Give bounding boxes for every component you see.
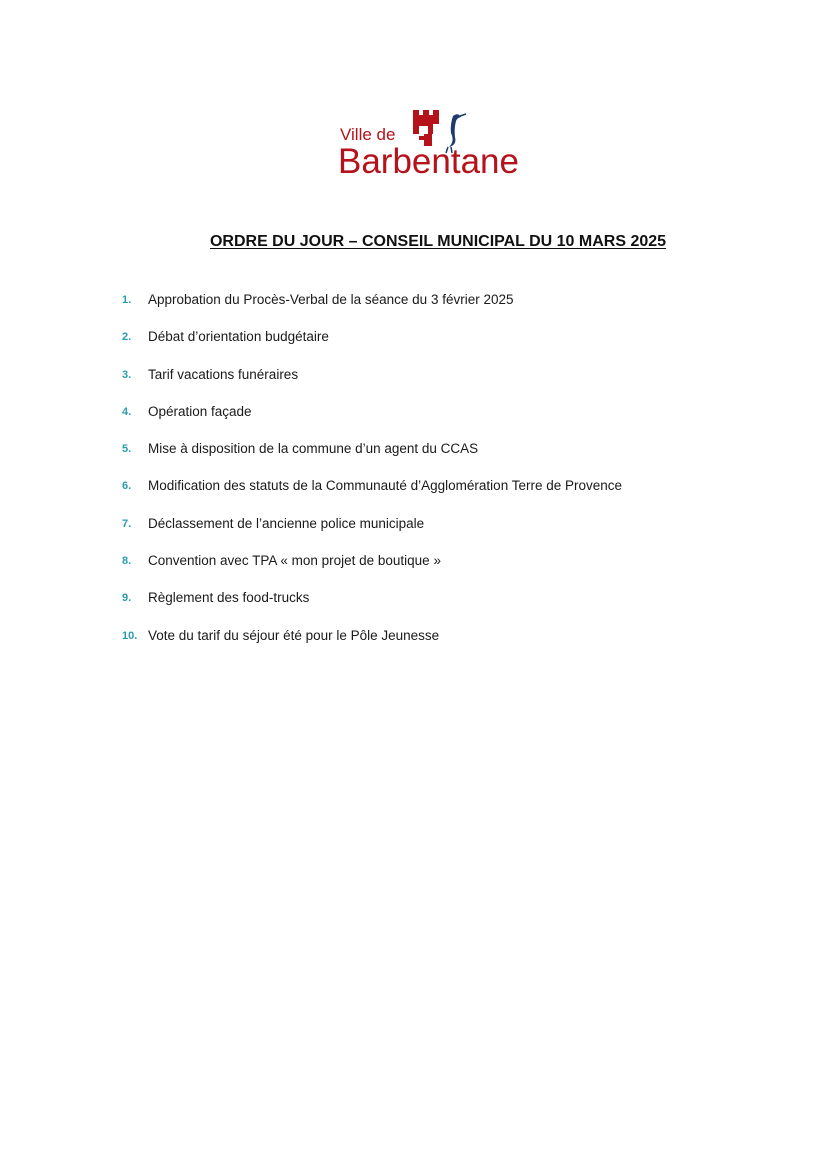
list-item (118, 439, 622, 476)
item-text: Débat d’orientation budgétaire (148, 329, 329, 345)
list-item (118, 365, 622, 402)
list-item (118, 551, 622, 588)
list-item (118, 327, 622, 364)
item-number: 2. (122, 331, 132, 344)
list-item (118, 626, 622, 663)
item-number: 6. (122, 480, 132, 493)
list-item (118, 588, 622, 625)
item-number: 7. (122, 517, 132, 530)
logo-prefix: Ville de (340, 125, 396, 144)
logo-name: Barbentane (338, 142, 519, 181)
item-text: Opération façade (148, 403, 252, 419)
item-number: 4. (122, 405, 132, 418)
list-item (118, 514, 622, 551)
page-title: ORDRE DU JOUR – CONSEIL MUNICIPAL DU 10 MARS 2025 (209, 233, 667, 250)
item-number: 1. (122, 294, 132, 306)
item-number: 8. (122, 555, 132, 568)
item-number: 9. (122, 592, 132, 605)
list-item (118, 290, 622, 327)
item-text: Mise à disposition de la commune d’un agent du CCAS (148, 441, 479, 457)
item-text: Convention avec TPA « mon projet de boutique » (148, 553, 441, 569)
barbentane-logo (336, 104, 546, 184)
item-text: Modification des statuts de la Communauté d’Agglomération Terre de Provence (148, 478, 623, 494)
list-item (118, 402, 622, 439)
item-text: Vote du tarif du séjour été pour le Pôle Jeunesse (148, 627, 440, 643)
tower-icon (413, 110, 439, 146)
item-text: Tarif vacations funéraires (148, 366, 299, 382)
item-text: Approbation du Procès-Verbal de la séance du 3 février 2025 (148, 292, 514, 307)
list-item (118, 476, 622, 513)
item-number: 3. (122, 368, 132, 381)
agenda-list (118, 290, 622, 663)
item-text: Règlement des food-trucks (148, 590, 310, 606)
item-number: 5. (122, 443, 132, 456)
item-number: 10. (122, 629, 138, 642)
item-text: Déclassement de l’ancienne police municipale (148, 515, 425, 531)
